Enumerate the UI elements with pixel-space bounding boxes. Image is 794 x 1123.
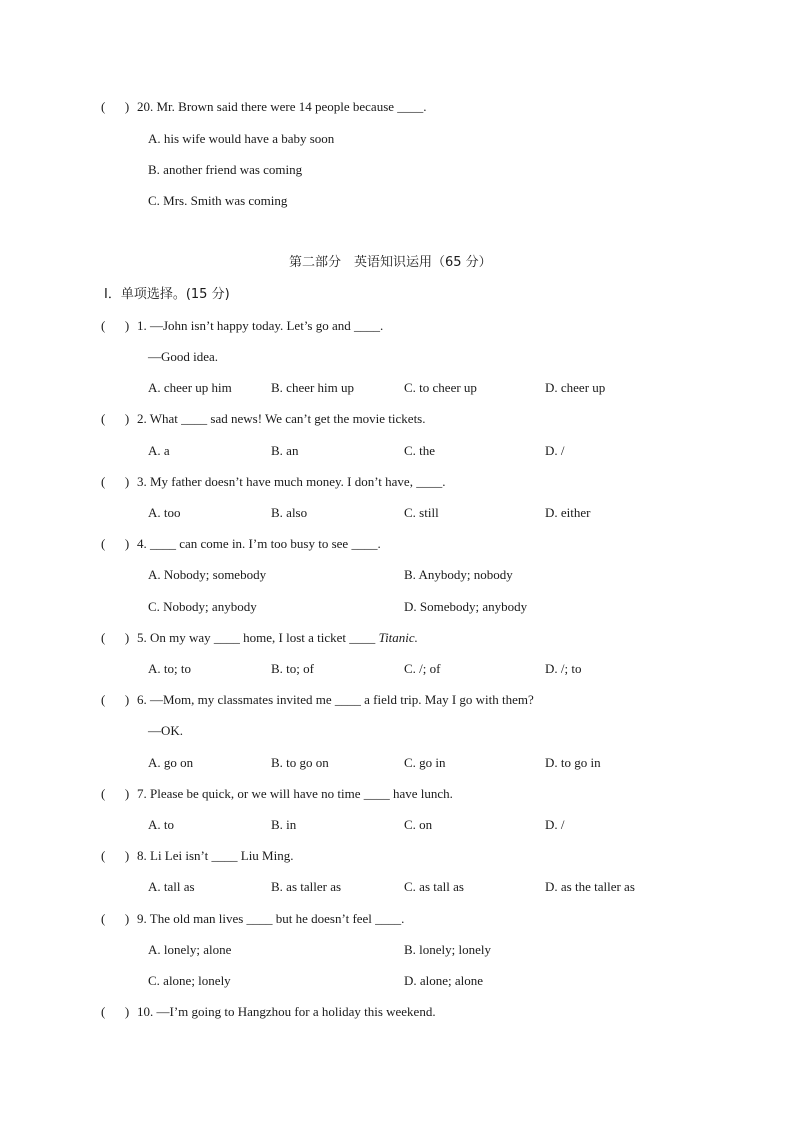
- question-10-stem: 10. —I’m going to Hangzhou for a holiday this weekend.: [137, 1004, 436, 1019]
- part-title: 第二部分 英语知识运用（65 分）: [289, 255, 492, 270]
- question-1-option-a: A. cheer up him: [148, 380, 232, 395]
- question-8-option-c: C. as tall as: [404, 879, 464, 894]
- question-7-option-b: B. in: [271, 817, 297, 832]
- question-5-option-b: B. to; of: [271, 661, 314, 676]
- question-5-option-c: C. /; of: [404, 661, 441, 676]
- question-4-option-a: A. Nobody; somebody: [148, 567, 267, 582]
- question-9-option-d: D. alone; alone: [404, 973, 484, 988]
- question-6-option-a: A. go on: [148, 755, 194, 770]
- answer-blank: ( ): [101, 1004, 130, 1019]
- answer-blank: ( ): [101, 318, 130, 333]
- question-6-reply: —OK.: [148, 723, 184, 738]
- question-20-option-b: B. another friend was coming: [148, 162, 303, 177]
- question-20-option-c: C. Mrs. Smith was coming: [148, 193, 288, 208]
- question-1-option-d: D. cheer up: [545, 380, 606, 395]
- question-8-option-a: A. tall as: [148, 879, 195, 894]
- question-5-stem-title: Titanic.: [378, 630, 418, 645]
- question-3-option-a: A. too: [148, 505, 181, 520]
- answer-blank: ( ): [101, 99, 130, 114]
- question-9-option-c: C. alone; lonely: [148, 973, 231, 988]
- question-6-option-d: D. to go in: [545, 755, 601, 770]
- question-9-stem: 9. The old man lives ____ but he doesn’t feel ____.: [137, 911, 405, 926]
- question-5-option-a: A. to; to: [148, 661, 191, 676]
- answer-blank: ( ): [101, 692, 130, 707]
- question-7-option-c: C. on: [404, 817, 433, 832]
- question-6-option-b: B. to go on: [271, 755, 329, 770]
- question-5-option-d: D. /; to: [545, 661, 582, 676]
- question-1-stem: 1. —John isn’t happy today. Let’s go and ____.: [137, 318, 384, 333]
- answer-blank: ( ): [101, 848, 130, 863]
- question-1-reply: —Good idea.: [148, 349, 219, 364]
- question-8-option-b: B. as taller as: [271, 879, 342, 894]
- answer-blank: ( ): [101, 474, 130, 489]
- question-20-stem: 20. Mr. Brown said there were 14 people because ____.: [137, 99, 427, 114]
- question-5-stem-text: 5. On my way ____ home, I lost a ticket ____: [137, 630, 379, 645]
- question-1-option-b: B. cheer him up: [271, 380, 355, 395]
- question-8-stem: 8. Li Lei isn’t ____ Liu Ming.: [137, 848, 294, 863]
- answer-blank: ( ): [101, 630, 130, 645]
- question-7-option-d: D. /: [545, 817, 565, 832]
- question-4-option-c: C. Nobody; anybody: [148, 599, 257, 614]
- question-9-option-b: B. lonely; lonely: [404, 942, 492, 957]
- question-7-stem: 7. Please be quick, or we will have no time ____ have lunch.: [137, 786, 453, 801]
- question-2-option-b: B. an: [271, 443, 299, 458]
- answer-blank: ( ): [101, 911, 130, 926]
- question-4-option-b: B. Anybody; nobody: [404, 567, 513, 582]
- question-7-option-a: A. to: [148, 817, 174, 832]
- question-4-stem: 4. ____ can come in. I’m too busy to see ____.: [137, 536, 381, 551]
- answer-blank: ( ): [101, 411, 130, 426]
- answer-blank: ( ): [101, 786, 130, 801]
- question-8-option-d: D. as the taller as: [545, 879, 635, 894]
- answer-blank: ( ): [101, 536, 130, 551]
- question-2-option-c: C. the: [404, 443, 436, 458]
- question-3-option-b: B. also: [271, 505, 308, 520]
- question-3-option-c: C. still: [404, 505, 439, 520]
- question-4-option-d: D. Somebody; anybody: [404, 599, 528, 614]
- question-5-stem: [137, 630, 418, 646]
- question-20-option-a: A. his wife would have a baby soon: [148, 131, 335, 146]
- question-3-option-d: D. either: [545, 505, 591, 520]
- question-2-stem: 2. What ____ sad news! We can’t get the movie tickets.: [137, 411, 426, 426]
- question-9-option-a: A. lonely; alone: [148, 942, 232, 957]
- question-3-stem: 3. My father doesn’t have much money. I don’t have, ____.: [137, 474, 446, 489]
- question-1-option-c: C. to cheer up: [404, 380, 477, 395]
- question-2-option-d: D. /: [545, 443, 565, 458]
- section-title: Ⅰ．单项选择。(15 分): [104, 287, 230, 302]
- question-2-option-a: A. a: [148, 443, 170, 458]
- question-6-option-c: C. go in: [404, 755, 446, 770]
- question-6-stem: 6. —Mom, my classmates invited me ____ a field trip. May I go with them?: [137, 692, 534, 707]
